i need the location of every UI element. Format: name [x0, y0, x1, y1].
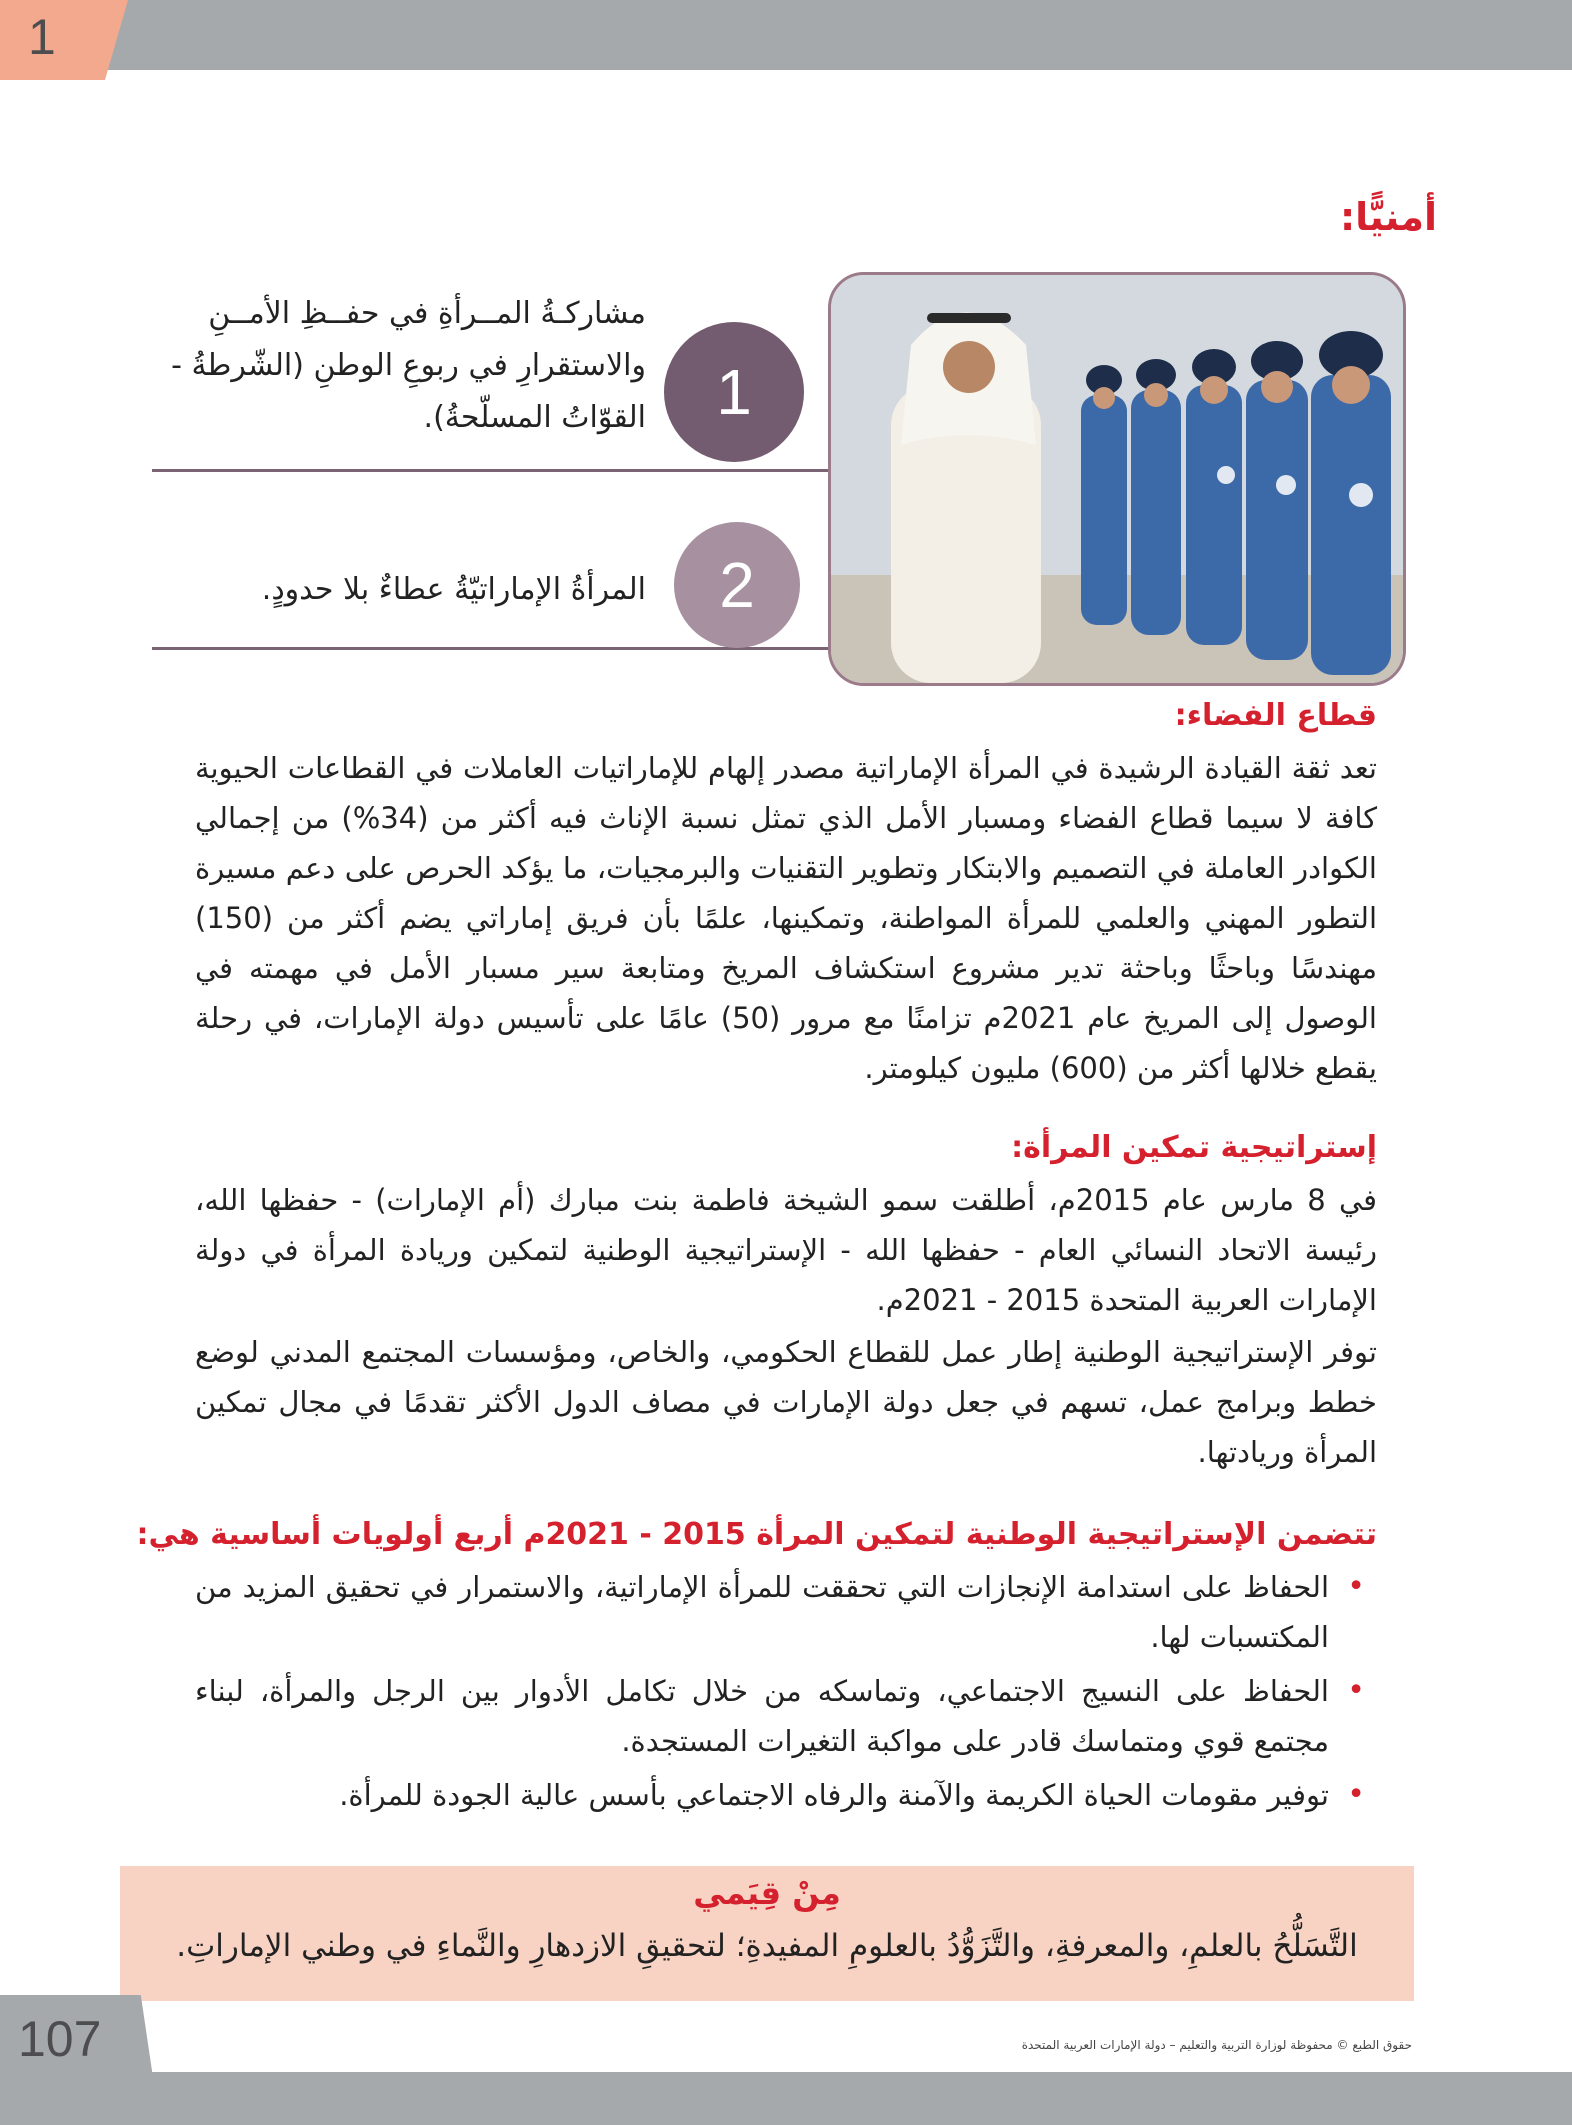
security-photo — [828, 272, 1406, 686]
list-item: • الحفاظ على استدامة الإنجازات التي تحققت للمرأة الإماراتية، والاستمرار في تحقيق المزيد من المكتسبات لها. — [195, 1562, 1377, 1662]
values-text: التَّسَلُّحُ بالعلمِ، والمعرفةِ، والتَّزَوُّدُ بالعلومِ المفيدةِ؛ لتحقيقِ الازدهارِ والنَّماءِ في وطني الإماراتِ. — [176, 1928, 1358, 1964]
values-box — [120, 1866, 1414, 2001]
footer-bar — [0, 2072, 1572, 2125]
priorities-list — [195, 1562, 1377, 1824]
item-1-underline — [152, 469, 828, 472]
security-title: أمنيًّا: — [1339, 195, 1437, 239]
item-2-number-circle: 2 — [674, 522, 800, 648]
item-2-text: المرأةُ الإماراتيّةُ عطاءٌ بلا حدودٍ. — [261, 572, 646, 607]
list-item: • الحفاظ على النسيج الاجتماعي، وتماسكه من خلال تكامل الأدوار بين الرجل والمرأة، لبناء مجتمع قوي ومتماسك قادر على مواكبة التغيرات المستجدة. — [195, 1666, 1377, 1766]
values-title: مِنْ قِيَمي — [693, 1874, 841, 1912]
bullet-dot-icon: • — [1347, 1777, 1365, 1812]
list-item: • توفير مقومات الحياة الكريمة والآمنة والرفاه الاجتماعي بأسس عالية الجودة للمرأة. — [195, 1770, 1377, 1820]
item-1-text: مشاركـةُ المــرأةِ في حفــظِ الأمــنِ والاستقرارِ في ربوعِ الوطنِ (الشّرطةُ - القوّاتُ المسلّحةُ). — [171, 296, 646, 435]
strategy-paragraph-1: في 8 مارس عام 2015م، أطلقت سمو الشيخة فاطمة بنت مبارك (أم الإمارات) - حفظها الله، رئيسة الاتحاد النسائي العام - حفظها الله - الإستراتيجية الوطنية لتمكين وريادة المرأة في دولة الإمارات العربية المتحدة 2015 - 2021م. — [195, 1183, 1377, 1317]
space-paragraph: تعد ثقة القيادة الرشيدة في المرأة الإماراتية مصدر إلهام للإماراتيات العاملات في القطاعات الحيوية كافة لا سيما قطاع الفضاء ومسبار الأمل الذي تمثل نسبة الإناث فيه أكثر من (34%) من إجمالي الكوادر العاملة في التصميم والابتكار وتطوير التقنيات والبرمجيات، ما يؤكد الحرص على دعم مسيرة التطور المهني والعلمي للمرأة المواطنة، وتمكينها، علمًا بأن فريق إماراتي يضم أكثر من (150) مهندسًا وباحثًا وباحثة تدير مشروع استكشاف المريخ ومتابعة سير مسبار الأمل في مهمته في الوصول إلى المريخ عام 2021م تزامنًا مع مرور (50) عامًا على تأسيس دولة الإمارات، في رحلة يقطع خلالها أكثر من (600) مليون كيلومتر. — [195, 751, 1377, 1085]
item-2-underline — [152, 647, 828, 650]
item-1-number-circle: 1 — [664, 322, 804, 462]
copyright-notice: حقوق الطبع © محفوظة لوزارة التربية والتعليم – دولة الإمارات العربية المتحدة — [1021, 2038, 1412, 2052]
chapter-number: 1 — [28, 9, 56, 65]
header-bar — [0, 0, 1572, 70]
strategy-title: إستراتيجية تمكين المرأة: — [1011, 1130, 1377, 1165]
space-title: قطاع الفضاء: — [1174, 698, 1377, 733]
page-number: 107 — [18, 2011, 102, 2067]
strategy-paragraph-2: توفر الإستراتيجية الوطنية إطار عمل للقطاع الحكومي، والخاص، ومؤسسات المجتمع المدني لوضع خطط وبرامج عمل، تسهم في جعل دولة الإمارات في مصاف الدول الأكثر تقدمًا في مجال تمكين المرأة وريادتها. — [195, 1335, 1377, 1469]
priorities-title: تتضمن الإستراتيجية الوطنية لتمكين المرأة 2015 - 2021م أربع أولويات أساسية هي: — [136, 1517, 1377, 1552]
photo-illustration — [831, 275, 1403, 683]
bullet-dot-icon: • — [1347, 1569, 1365, 1604]
bullet-dot-icon: • — [1347, 1673, 1365, 1708]
